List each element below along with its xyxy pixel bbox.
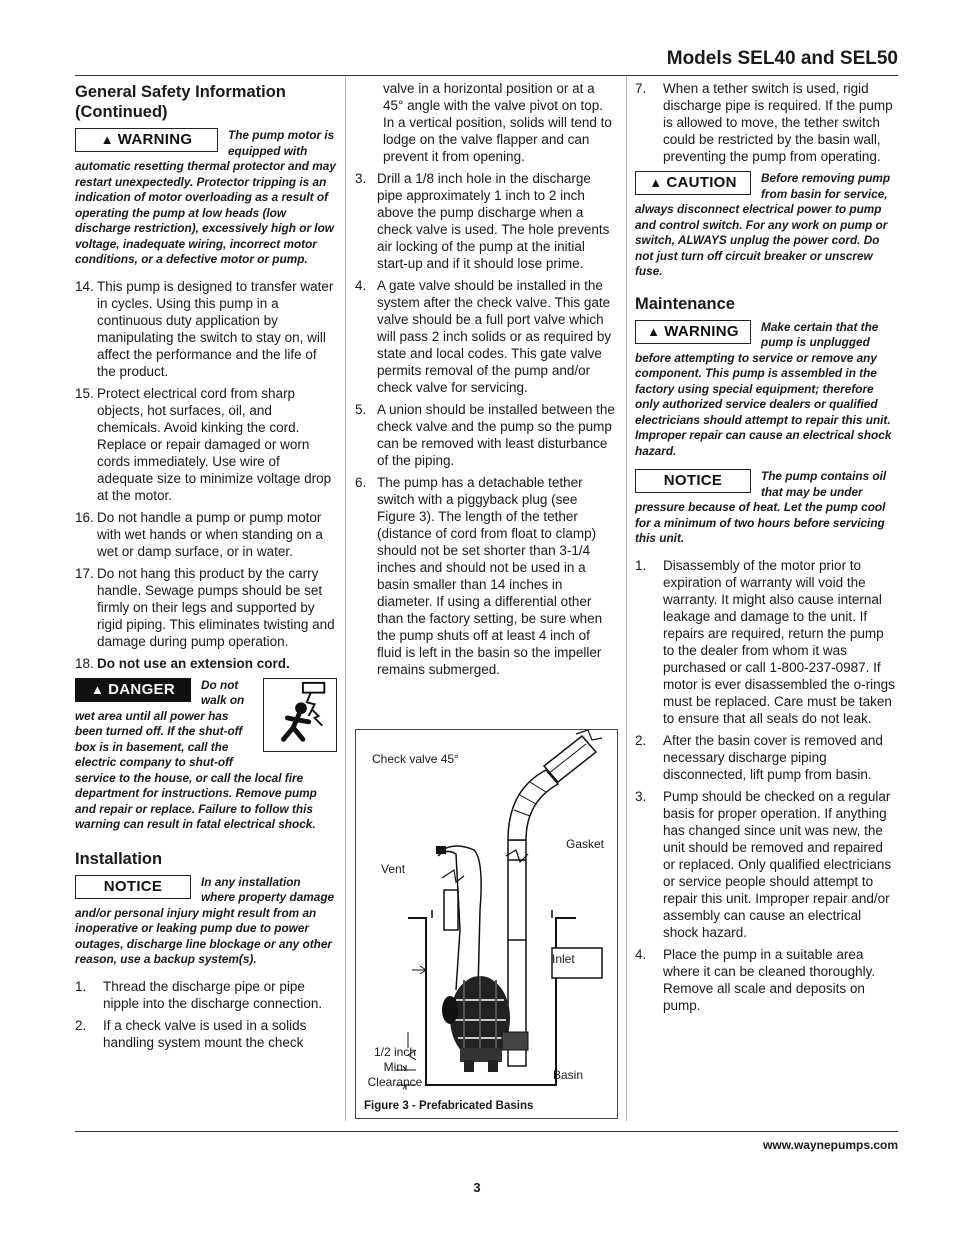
warning-triangle-icon: ▲ — [91, 681, 105, 697]
label-inlet: Inlet — [552, 952, 575, 966]
continued-paragraph: valve in a horizontal position or at a 45° angle with the valve pivot on top. In a vertical position, solids will tend to lodge on the valve flapper and can prevent it from opening. — [383, 81, 612, 164]
list-item: 7. When a tether switch is used, rigid discharge pipe is required. If the pump is allowed to move, the tether switch could be restricted by the basin wall, preventing the pump from operating. — [635, 81, 893, 164]
caution-block — [635, 171, 898, 280]
maintenance-list — [635, 557, 898, 1014]
warning-text: The pump motor is equipped with automatic resetting thermal protector and may restart unexpectedly. Protector tripping is an indication of motor overloading as a result of operating the pump at low heads (low discharge restriction), excessively high or low voltage, inadequate wiring, incorrect motor conditions, or a defective motor or pump. — [75, 128, 336, 266]
install-list-end — [635, 80, 898, 165]
list-item: 18. Do not use an extension cord. — [75, 655, 290, 671]
notice-text: In any installation where property damage and/or personal injury might result from an inoperative or leaking pump due to power outages, discharge line blockage or any other reason, use a backup system(s). — [75, 874, 335, 966]
warning-text: Make certain that the pump is unplugged before attempting to service or remove any component. This pump is assembled in the factory using special equipment; therefore only authorized service dealers or qualified electricians should attempt to repair this unit. Improper repair can cause an electrical shock hazard. — [635, 319, 892, 458]
column-divider — [626, 76, 627, 1121]
list-item: 4. A gate valve should be installed in the system after the check valve. This gate valve should be a full port valve which will pass 2 inch solids or as required by state and local codes. This gate valve permits removal of the pump and/or check valve for servicing. — [355, 278, 612, 395]
notice-maintenance-block — [635, 469, 898, 547]
label-gasket: Gasket — [566, 837, 605, 851]
danger-badge: ▲ DANGER — [75, 678, 191, 702]
list-item: 1. Disassembly of the motor prior to expiration of warranty will void the warranty. It might also cause internal leakage and damage to the unit. If repairs are required, return the pump to the dealer from whom it was purchased or call 1-800-237-0987. If motor is ever disassembled the o-rings must be replaced. Care must be taken to ensure that all seals do not leak. — [635, 557, 895, 726]
section-heading-safety: General Safety Information (Continued) — [75, 83, 286, 121]
label-check-valve: Check valve 45° — [372, 752, 459, 766]
warning-badge: ▲ WARNING — [75, 128, 218, 152]
warning-maintenance-block — [635, 320, 898, 460]
label-clearance: 1/2 inch Min. Clearance — [367, 1045, 423, 1089]
notice-text: The pump contains oil that may be under pressure because of heat. Let the pump cool for a minimum of two hours before servicing this unit. — [635, 469, 887, 545]
label-vent: Vent — [381, 862, 406, 876]
section-heading-installation: Installation — [75, 849, 163, 868]
footer-divider — [75, 1131, 898, 1132]
warning-triangle-icon: ▲ — [100, 132, 114, 147]
warning-triangle-icon: ▲ — [649, 175, 663, 190]
caution-text: Before removing pump from basin for service, always disconnect electrical power to pump and control switch. For any work on pump or switch, ALWAYS unplug the power cord. Do not just turn off circuit breaker or unscrew fuse. — [635, 171, 891, 278]
column-divider — [345, 76, 346, 1121]
install-list-continued — [355, 170, 618, 678]
figure-prefabricated-basins — [355, 729, 618, 1119]
warning-badge: ▲ WARNING — [635, 320, 751, 344]
safety-list — [75, 278, 337, 672]
notice-badge: NOTICE — [635, 469, 751, 493]
page-title: Models SEL40 and SEL50 — [666, 48, 898, 69]
electrical-shock-icon — [263, 678, 337, 752]
list-item: 3. Drill a 1/8 inch hole in the discharge pipe approximately 1 inch to 2 inch above the pump discharge when a check valve is used. The hole prevents air locking of the pump at the initial start-up and if it should lose prime. — [355, 171, 610, 271]
list-item: 6. The pump has a detachable tether switch with a piggyback plug (see Figure 3). The length of the tether (distance of cord from float to clamp) should not be set shorter than 3-1/4 inches and should not be used in a basin smaller than 14 inches in diameter. If using a differential other than the factory setting, be sure when the pump shuts off at least 4 inch of fluid is left in the basin so the impeller remains submerged. — [355, 475, 603, 677]
notice-installation-block — [75, 875, 337, 968]
list-item: 16. Do not handle a pump or pump motor with wet hands or when standing on a wet or damp surface, or in water. — [75, 509, 323, 559]
notice-badge: NOTICE — [75, 875, 191, 899]
list-item: 1. Thread the discharge pipe or pipe nipple into the discharge connection. — [75, 978, 323, 1011]
danger-text: Do not walk on wet area until all power has been turned off. If the shut-off box is in basement, call the electric company to shut-off service to the house, or call the local fire department for instructions. Remove pump and repair or replace. Failure to follow this warning can result in fatal electrical shock. — [75, 677, 317, 831]
page-number: 3 — [473, 1180, 481, 1195]
header-divider — [75, 75, 898, 76]
danger-block — [75, 678, 337, 833]
footer-website-link[interactable]: www.waynepumps.com — [763, 1138, 898, 1152]
column-right — [635, 80, 898, 1019]
warning-triangle-icon: ▲ — [647, 323, 661, 339]
list-item: 3. Pump should be checked on a regular basis for proper operation. If anything has changed since unit was new, the unit should be removed and repaired or replaced. Only qualified electricians or service people should attempt to repair this unit. Improper repair and/or assembly can cause an electrical shock hazard. — [635, 788, 892, 940]
caution-badge: ▲ CAUTION — [635, 171, 751, 195]
list-item: 15. Protect electrical cord from sharp objects, hot surfaces, oil, and chemicals. Avoid kinking the cord. Replace or repair damaged or worn cords immediately. Use wire of adequate size to minimize voltage drop at the motor. — [75, 385, 332, 503]
warning-motor-block — [75, 128, 337, 268]
list-item: 5. A union should be installed between the check valve and the pump so the pump can be removed with least disturbance of the piping. — [355, 402, 615, 468]
list-item: 4. Place the pump in a suitable area where it can be cleaned thoroughly. Remove all scale and deposits on pump. — [635, 946, 876, 1013]
section-heading-maintenance: Maintenance — [635, 294, 735, 313]
list-item: 2. If a check valve is used in a solids handling system mount the check — [75, 1017, 307, 1050]
list-item: 2. After the basin cover is removed and necessary discharge piping disconnected, lift pump from basin. — [635, 732, 883, 782]
list-item: 14. This pump is designed to transfer water in cycles. Using this pump in a continuous duty application by manipulating the switch to stay on, will affect the performance and the life of the product. — [75, 278, 334, 379]
list-item: 17. Do not hang this product by the carry handle. Sewage pumps should be set firmly on their legs and supported by rigid piping. This eliminates twisting and damage during pump operation. — [75, 565, 335, 649]
figure-caption: Figure 3 - Prefabricated Basins — [364, 1100, 534, 1112]
install-list — [75, 978, 337, 1051]
column-middle — [355, 80, 618, 683]
label-basin: Basin — [553, 1068, 584, 1082]
column-left — [75, 80, 337, 1056]
